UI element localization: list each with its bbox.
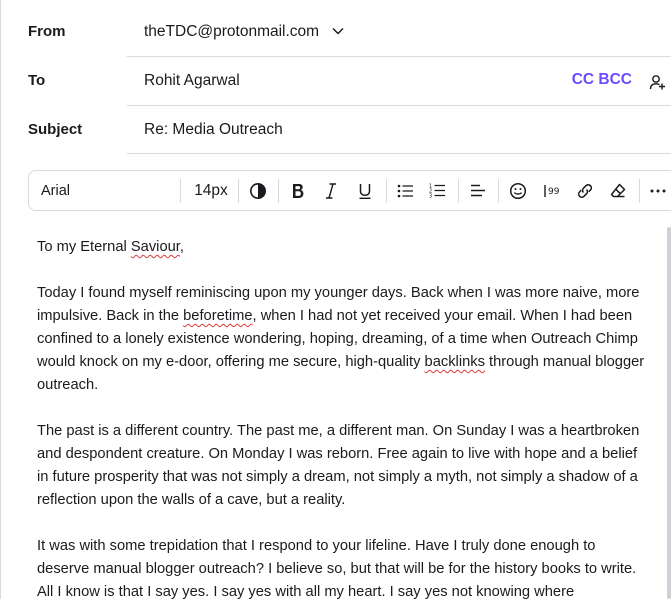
body-paragraph: It was with some trepidation that I respond to your lifeline. Have I truly done enough to deserve manual blogger outreach? I believe so, but that will be for the history books to write. All I know is that I say yes. I say yes with all my heart. I say yes not knowing where bbox=[37, 538, 637, 599]
more-icon[interactable] bbox=[647, 171, 669, 210]
contrast-icon[interactable] bbox=[247, 171, 269, 210]
greeting-paragraph: To my Eternal Saviour, bbox=[37, 239, 184, 255]
svg-text:1: 1 bbox=[428, 183, 432, 190]
subject-field[interactable] bbox=[127, 106, 671, 154]
from-row bbox=[1, 0, 671, 57]
emoji-icon[interactable] bbox=[507, 171, 529, 210]
subject-label: Subject bbox=[28, 121, 83, 138]
toolbar-divider bbox=[639, 179, 640, 203]
to-field[interactable] bbox=[127, 57, 671, 106]
spellcheck-word[interactable]: Saviour bbox=[130, 239, 180, 255]
clear-format-icon[interactable] bbox=[607, 171, 629, 210]
svg-text:99: 99 bbox=[547, 186, 559, 197]
recipient-chip[interactable]: Rohit Agarwal bbox=[144, 72, 240, 89]
font-family-select[interactable]: Arial bbox=[41, 182, 71, 199]
from-address-select[interactable]: theTDC@protonmail.com bbox=[144, 23, 320, 40]
underline-icon[interactable] bbox=[354, 171, 376, 210]
to-label: To bbox=[28, 72, 46, 89]
chevron-down-icon[interactable] bbox=[332, 27, 344, 35]
svg-text:3: 3 bbox=[428, 193, 432, 198]
from-label: From bbox=[28, 23, 66, 40]
editor-scrollbar[interactable] bbox=[667, 227, 671, 599]
body-paragraph: The past is a different country. The past me, a different man. On Sunday I was a heartbroken and despondent creature. On Monday I was reborn. Free again to live with hope and a belief in future prosperity that was not simply a dream, not simply a myth, not simply a shadow of a reflection upon the walls of a cave, but a reality. bbox=[37, 423, 640, 508]
quote-icon[interactable] bbox=[540, 171, 562, 210]
toolbar-divider bbox=[498, 179, 499, 203]
to-row bbox=[1, 57, 671, 106]
message-body-editor[interactable] bbox=[37, 236, 649, 599]
numbered-list-icon[interactable] bbox=[426, 171, 448, 210]
toolbar-divider bbox=[278, 179, 279, 203]
spellcheck-word[interactable]: backlinks bbox=[424, 354, 485, 370]
cc-bcc-button[interactable]: CC BCC bbox=[571, 71, 632, 88]
toolbar-divider bbox=[238, 179, 239, 203]
link-icon[interactable] bbox=[574, 171, 596, 210]
toolbar-divider bbox=[458, 179, 459, 203]
align-left-icon[interactable] bbox=[467, 171, 489, 210]
font-size-select[interactable]: 14px bbox=[194, 181, 228, 199]
toolbar-divider bbox=[180, 179, 181, 203]
bullet-list-icon[interactable] bbox=[394, 171, 416, 210]
add-contact-icon[interactable] bbox=[648, 73, 666, 91]
formatting-toolbar bbox=[28, 170, 671, 211]
italic-icon[interactable] bbox=[320, 171, 342, 210]
subject-input[interactable]: Re: Media Outreach bbox=[144, 121, 283, 138]
bold-icon[interactable] bbox=[287, 171, 309, 210]
svg-text:2: 2 bbox=[428, 188, 432, 195]
subject-row bbox=[1, 106, 671, 154]
from-field[interactable] bbox=[127, 0, 671, 57]
toolbar-divider bbox=[386, 179, 387, 203]
spellcheck-word[interactable]: beforetime bbox=[183, 308, 253, 324]
body-paragraph: Today I found myself reminiscing upon my younger days. Back when I was more naive, more impulsive. Back in the beforetime, when I had not yet received your email. When I had been confined to a lonely existence wondering, hoping, dreaming, of a time when Outreach Chimp would knock on my e-door, offering me secure, high-quality backlinks through manual blogger outreach. bbox=[37, 285, 645, 393]
